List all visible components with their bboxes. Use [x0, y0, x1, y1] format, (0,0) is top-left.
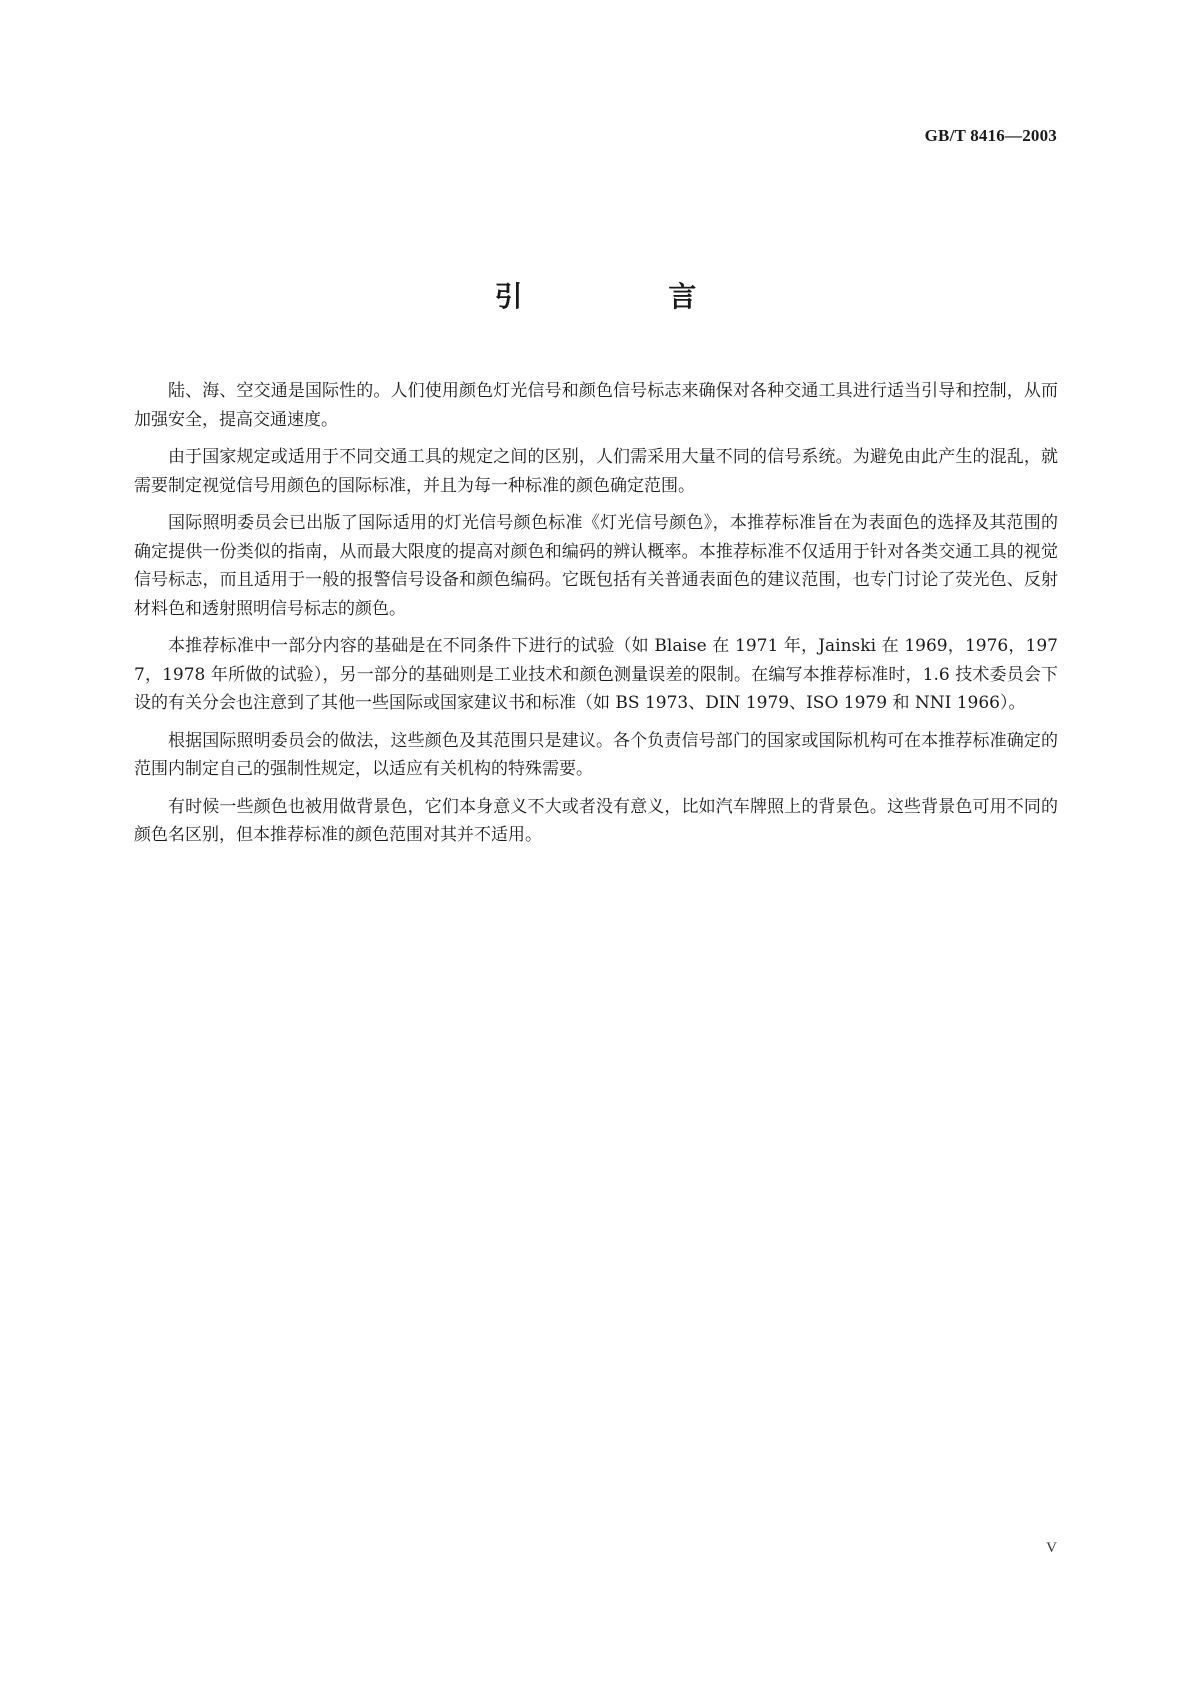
page-number: V — [1046, 1540, 1057, 1556]
page-title: 引 言 — [494, 280, 765, 313]
paragraph-4: 本推荐标准中一部分内容的基础是在不同条件下进行的试验（如 Blaise 在 1971 年，Jainski 在 1969，1976，1977，1978 年所做的试验），另一部分的基础则是工业技术和颜色测量误差的限制。在编写本推荐标准时，1.6 技术委员会下设的有关分会也注意到了其他一些国际或国家建议书和标准（如 BS 1973、DIN 1979、ISO 1979 和 NNI 1966）。 — [134, 636, 1058, 713]
paragraph-3: 国际照明委员会已出版了国际适用的灯光信号颜色标准《灯光信号颜色》，本推荐标准旨在为表面色的选择及其范围的确定提供一份类似的指南，从而最大限度的提高对颜色和编码的辨认概率。本推荐标准不仅适用于针对各类交通工具的视觉信号标志，而且适用于一般的报警信号设备和颜色编码。它既包括有关普通表面色的建议范围，也专门讨论了荧光色、反射材料色和透射照明信号标志的颜色。 — [134, 513, 1058, 619]
paragraph-2: 由于国家规定或适用于不同交通工具的规定之间的区别，人们需采用大量不同的信号系统。为避免由此产生的混乱，就需要制定视觉信号用颜色的国际标准，并且为每一种标准的颜色确定范围。 — [134, 447, 1058, 496]
paragraph-6: 有时候一些颜色也被用做背景色，它们本身意义不大或者没有意义，比如汽车牌照上的背景色。这些背景色可用不同的颜色名区别，但本推荐标准的颜色范围对其并不适用。 — [134, 796, 1058, 845]
body-text — [134, 377, 1058, 859]
standard-code: GB/T 8416—2003 — [924, 126, 1057, 145]
paragraph-5: 根据国际照明委员会的做法，这些颜色及其范围只是建议。各个负责信号部门的国家或国际机构可在本推荐标准确定的范围内制定自己的强制性规定，以适应有关机构的特殊需要。 — [134, 730, 1058, 779]
paragraph-1: 陆、海、空交通是国际性的。人们使用颜色灯光信号和颜色信号标志来确保对各种交通工具进行适当引导和控制，从而加强安全，提高交通速度。 — [134, 381, 1058, 430]
